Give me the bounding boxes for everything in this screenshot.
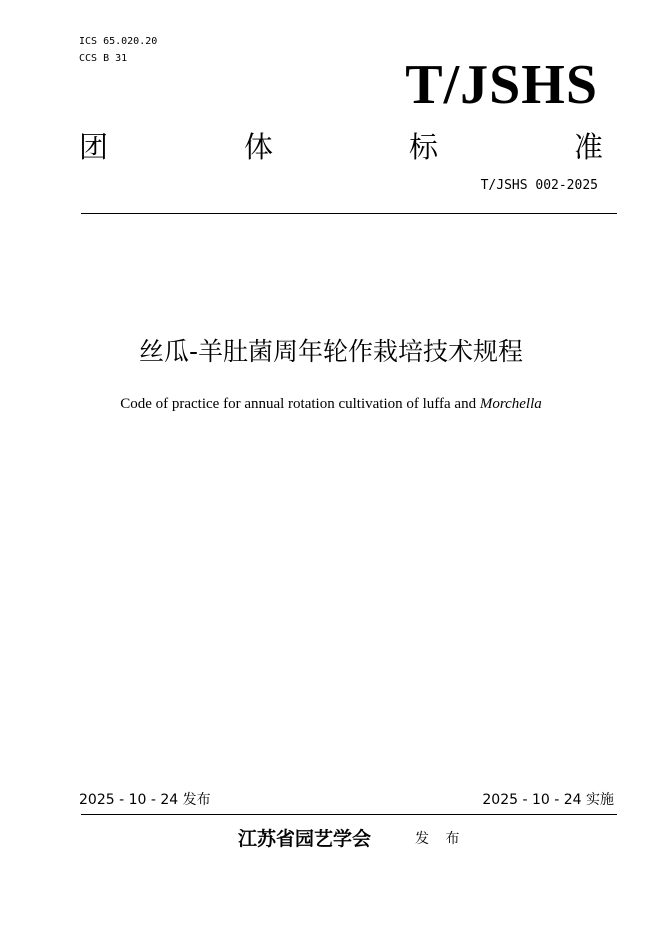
kind-char-4: 准 bbox=[573, 130, 603, 164]
standard-kind-title bbox=[79, 128, 603, 166]
classification-codes bbox=[79, 33, 157, 67]
publish-label: 发 布 bbox=[415, 831, 466, 847]
release-date: 2025 - 10 - 24 发布 bbox=[79, 792, 211, 808]
kind-char-3: 标 bbox=[408, 130, 438, 164]
footer-divider bbox=[81, 814, 617, 815]
publisher-name: 江苏省园艺学会 bbox=[238, 828, 372, 850]
header-divider bbox=[81, 213, 617, 214]
document-title-english bbox=[0, 394, 662, 414]
kind-char-1: 团 bbox=[79, 130, 109, 164]
english-title-text: Code of practice for annual rotation cultivation of luffa and bbox=[120, 396, 480, 412]
ccs-code: CCS B 31 bbox=[79, 53, 128, 64]
standard-number: T/JSHS 002-2025 bbox=[480, 178, 598, 193]
english-title-genus: Morchella bbox=[479, 396, 542, 412]
ics-code: ICS 65.020.20 bbox=[79, 36, 158, 47]
document-title-chinese: 丝瓜-羊肚菌周年轮作栽培技术规程 bbox=[138, 337, 524, 366]
effective-date: 2025 - 10 - 24 实施 bbox=[482, 792, 614, 808]
standard-brand-mark: T/JSHS bbox=[405, 54, 598, 116]
kind-char-2: 体 bbox=[243, 130, 273, 164]
